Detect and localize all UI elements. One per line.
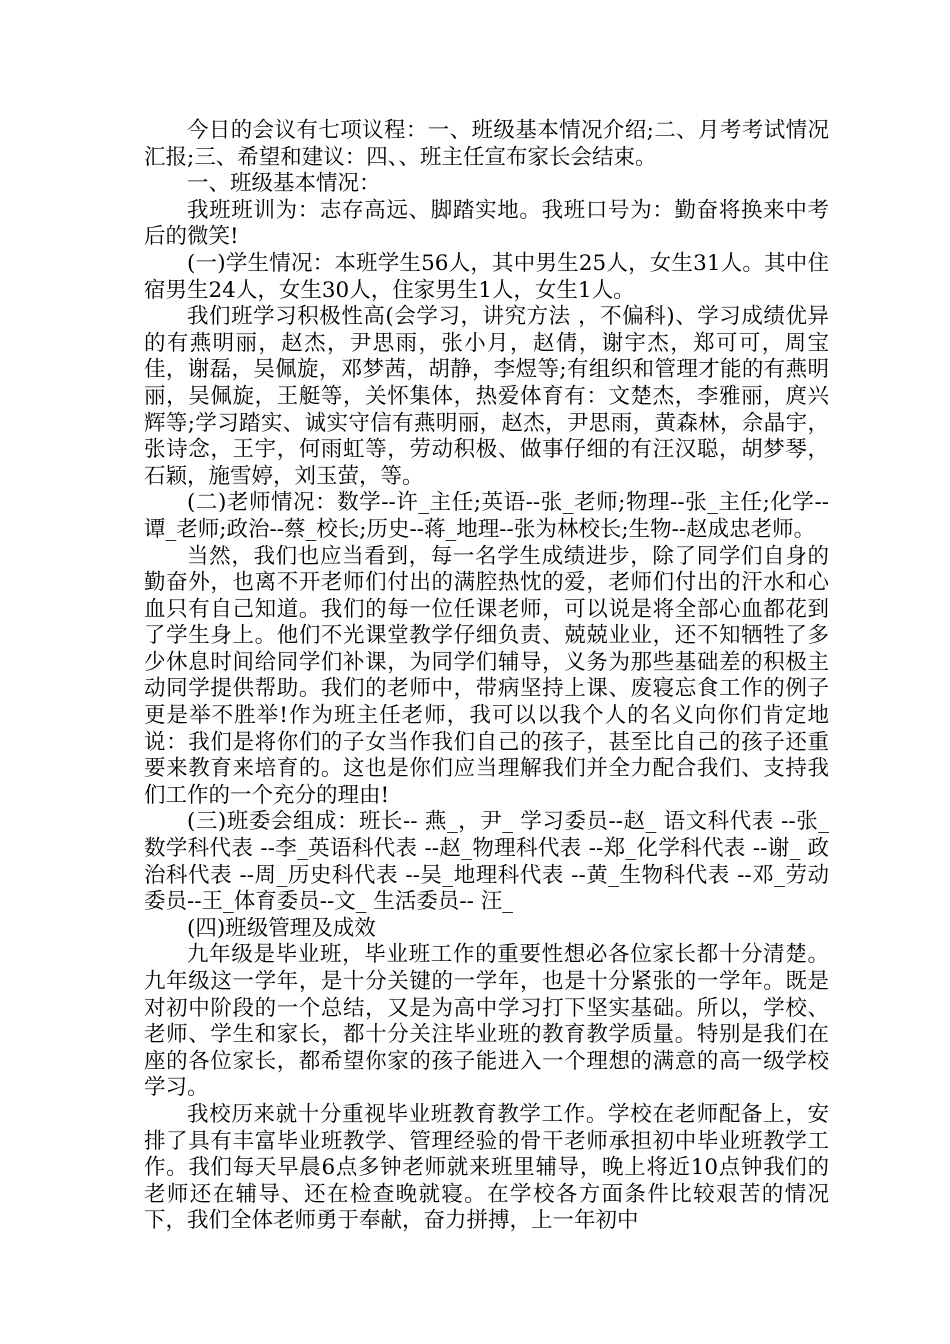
paragraph-graduating-year: 九年级是毕业班，毕业班工作的重要性想必各位家长都十分清楚。九年级这一学年，是十分关键的一学年，也是十分紧张的一学年。既是对初中阶段的一个总结，又是为高中学习打下坚实基础。所以，学校、老师、学生和家长，都十分关注毕业班的教育教学质量。特别是我们在座的各位家长，都希望你家的孩子能进入一个理想的满意的高一级学校学习。 <box>144 942 829 1101</box>
paragraph-class-committee: (三)班委会组成：班长-- 燕_，尹_ 学习委员--赵_ 语文科代表 --张_ 数学科代表 --李_英语科代表 --赵_物理科代表 --郑_化学科代表 --谢_ 政治科代表 --周_历史科代表 --吴_地理科代表 --黄_生物科代表 --邓_劳动委员--王_体育委员--文_ 生活委员-- 汪_ <box>144 809 829 915</box>
paragraph-student-highlights: 我们班学习积极性高(会学习，讲究方法 ，不偏科)、学习成绩优异的有燕明丽，赵杰，尹思雨，张小月，赵倩，谢宇杰，郑可可，周宝佳，谢磊，吴佩旋，邓梦茜，胡静，李煜等;有组织和管理才能的有燕明丽，吴佩旋，王艇等，关怀集体，热爱体育有：文楚杰，李雅丽，庹兴辉等;学习踏实、诚实守信有燕明丽，赵杰，尹思雨，黄森林，佘晶宇，张诗念，王宇，何雨虹等，劳动积极、做事仔细的有汪汉聪，胡梦琴，石颖，施雪婷，刘玉萤，等。 <box>144 304 829 489</box>
paragraph-school-efforts: 我校历来就十分重视毕业班教育教学工作。学校在老师配备上，安排了具有丰富毕业班教学、管理经验的骨干老师承担初中毕业班教学工作。我们每天早晨6点多钟老师就来班里辅导，晚上将近10点钟我们的老师还在辅导、还在检查晚就寝。在学校各方面条件比较艰苦的情况下，我们全体老师勇于奉献，奋力拼搏，上一年初中 <box>144 1101 829 1234</box>
paragraph-teacher-praise: 当然，我们也应当看到，每一名学生成绩进步，除了同学们自身的勤奋外，也离不开老师们付出的满腔热忱的爱，老师们付出的汗水和心血只有自己知道。我们的每一位任课老师，可以说是将全部心血都花到了学生身上。他们不光课堂教学仔细负责、兢兢业业，还不知牺牲了多少休息时间给同学们补课，为同学们辅导，义务为那些基础差的积极主动同学提供帮助。我们的老师中，带病坚持上课、废寝忘食工作的例子更是举不胜举!作为班主任老师，我可以以我个人的名义向你们肯定地说：我们是将你们的子女当作我们自己的孩子，甚至比自己的孩子还重要来教育来培育的。这也是你们应当理解我们并全力配合我们、支持我们工作的一个充分的理由! <box>144 543 829 808</box>
paragraph-class-motto: 我班班训为：志存高远、脚踏实地。我班口号为：勤奋将换来中考后的微笑! <box>144 197 829 250</box>
paragraph-student-stats: (一)学生情况：本班学生56人，其中男生25人，女生31人。其中住宿男生24人，女生30人，住家男生1人，女生1人。 <box>144 250 829 303</box>
paragraph-agenda: 今日的会议有七项议程：一、班级基本情况介绍;二、月考考试情况汇报;三、希望和建议：四、、班主任宣布家长会结束。 <box>144 118 829 170</box>
heading-class-overview: 一、班级基本情况： <box>187 171 381 197</box>
heading-class-management: (四)班级管理及成效 <box>187 915 376 941</box>
paragraph-teacher-list: (二)老师情况：数学--许_主任;英语--张_老师;物理--张_主任;化学--谭_老师;政治--蔡_校长;历史--蒋_地理--张为林校长;生物--赵成忠老师。 <box>144 490 829 542</box>
document-page <box>144 118 829 1235</box>
